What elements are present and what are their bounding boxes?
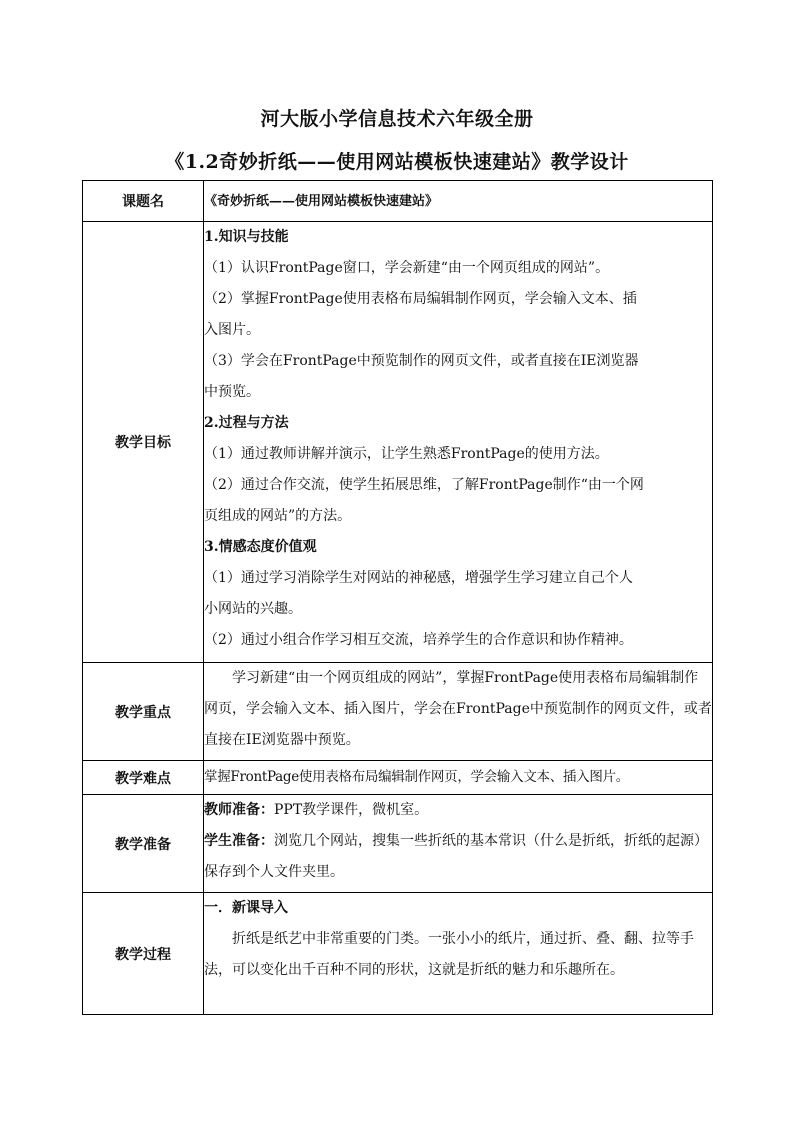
value-goals (204, 222, 713, 663)
row-difficulties (83, 761, 713, 795)
goals-item: （2）通过合作交流，使学生拓展思维，了解FrontPage制作“由一个网 (204, 477, 644, 493)
goals-item: （3）学会在FrontPage中预览制作的网页文件，或者直接在IE浏览器 (204, 353, 639, 369)
teacher-prep-label: 教师准备： (204, 802, 274, 818)
difficulties-text: 掌握FrontPage使用表格布局编辑制作网页，学会输入文本、插入图片。 (204, 769, 629, 785)
value-process (204, 893, 713, 1015)
student-prep-label: 学生准备： (204, 833, 274, 849)
row-key-points (83, 663, 713, 761)
value-key-points (204, 663, 713, 761)
goals-heading-3: 3.情感态度价值观 (204, 539, 317, 555)
goals-heading-2: 2.过程与方法 (204, 415, 289, 431)
goals-item: （2）掌握FrontPage使用表格布局编辑制作网页，学会输入文本、插 (204, 291, 637, 307)
key-points-text: 学习新建“由一个网页组成的网站”，掌握FrontPage使用表格布局编辑制作网页，学会输入文本、插入图片，学会在FrontPage中预览制作的网页文件，或者直接在IE浏览器中预览。 (204, 670, 712, 748)
label-process: 教学过程 (83, 893, 204, 1015)
value-topic: 《奇妙折纸——使用网站模板快速建站》 (204, 181, 713, 222)
goals-item: 中预览。 (204, 384, 260, 400)
student-prep-text: 浏览几个网站，搜集一些折纸的基本常识（什么是折纸，折纸的起源）保存到个人文件夹里。 (204, 833, 708, 880)
row-topic (83, 181, 713, 222)
goals-item: （1）通过教师讲解并演示，让学生熟悉FrontPage的使用方法。 (204, 446, 609, 462)
value-preparation (204, 795, 713, 893)
process-paragraph: 折纸是纸艺中非常重要的门类。一张小小的纸片，通过折、叠、翻、拉等手法，可以变化出千百种不同的形状，这就是折纸的魅力和乐趣所在。 (204, 931, 694, 978)
goals-item: 小网站的兴趣。 (204, 601, 302, 617)
goals-item: 入图片。 (204, 322, 260, 338)
label-difficulties: 教学难点 (83, 761, 204, 795)
label-preparation: 教学准备 (83, 795, 204, 893)
lesson-plan-table (82, 180, 713, 1015)
label-key-points: 教学重点 (83, 663, 204, 761)
row-process (83, 893, 713, 1015)
page-title-line2: 《1.2奇妙折纸——使用网站模板快速建站》教学设计 (165, 151, 629, 173)
row-goals (83, 222, 713, 663)
label-goals: 教学目标 (83, 222, 204, 663)
row-preparation (83, 795, 713, 893)
goals-heading-1: 1.知识与技能 (204, 229, 289, 245)
label-topic: 课题名 (83, 181, 204, 222)
goals-item: （2）通过小组合作学习相互交流，培养学生的合作意识和协作精神。 (204, 632, 633, 648)
value-difficulties (204, 761, 713, 795)
goals-item: （1）认识FrontPage窗口，学会新建“由一个网页组成的网站”。 (204, 260, 610, 276)
goals-item: （1）通过学习消除学生对网站的神秘感，增强学生学习建立自己个人 (204, 570, 633, 586)
page-title-line1: 河大版小学信息技术六年级全册 (260, 108, 534, 130)
process-section-heading: 一．新课导入 (204, 900, 288, 916)
teacher-prep-text: PPT教学课件，微机室。 (274, 802, 429, 818)
goals-item: 页组成的网站”的方法。 (204, 508, 352, 524)
